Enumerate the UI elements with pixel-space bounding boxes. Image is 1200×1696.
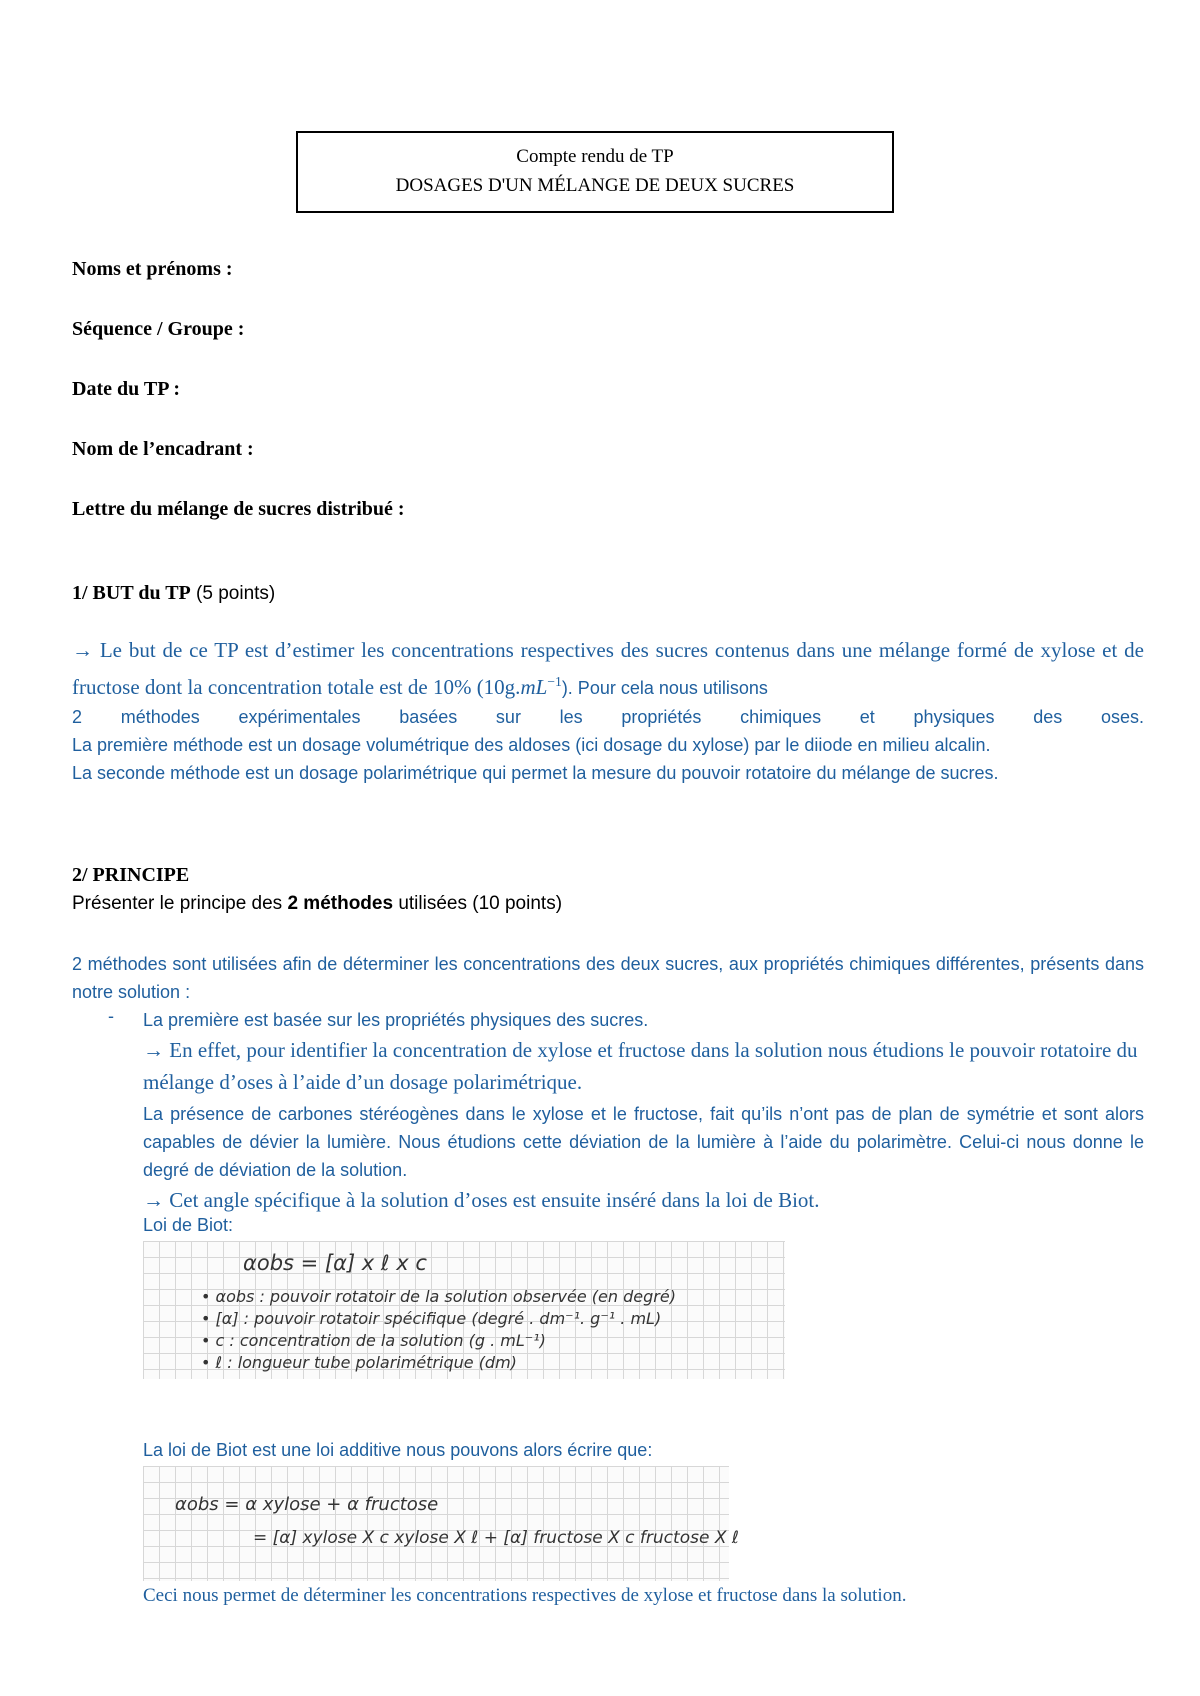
biot-formula: αobs = [α] x ℓ x c	[243, 1251, 427, 1275]
additive-handwriting-image	[143, 1466, 739, 1581]
title-line-1: Compte rendu de TP	[516, 146, 674, 167]
section-2-subtitle	[72, 893, 562, 915]
section-1-points: (5 points)	[190, 583, 276, 604]
bullet-physical: La première est basée sur les propriétés physiques des sucres.	[143, 1010, 649, 1030]
arrow-biot: → Cet angle spécifique à la solution d’oses est ensuite inséré dans la loi de Biot.	[143, 1188, 820, 1212]
goal-paragraph	[72, 634, 1144, 704]
chirality-paragraph: La présence de carbones stéréogènes dans le xylose et le fructose, fait qu’ils n’ont pas de plan de symétrie et sont alors capables de dévier la lumière. Nous étudions cette déviation de la lumière à l’aide du polarimètre. Celui-ci nous donne le degré de déviation de la solution.	[143, 1104, 1144, 1180]
conclusion-sentence: Ceci nous permet de déterminer les concentrations respectives de xylose et fructose dans la solution.	[143, 1585, 907, 1606]
additive-line-2: = [α] xylose X c xylose X ℓ + [α] fructose X c fructose X ℓ	[253, 1528, 739, 1548]
section-1-title: 1/ BUT du TP	[72, 582, 191, 604]
biot-def-concentration: • c : concentration de la solution (g . mL⁻¹)	[201, 1331, 546, 1350]
subtitle-bold: 2 méthodes	[287, 893, 394, 914]
section-1-heading	[72, 582, 275, 605]
title-line-2: DOSAGES D'UN MÉLANGE DE DEUX SUCRES	[395, 175, 795, 196]
biot-def-specific: • [α] : pouvoir rotatoir spécifique (degré . dm⁻¹. g⁻¹ . mL)	[201, 1309, 662, 1328]
biot-handwriting-image	[143, 1241, 785, 1379]
subtitle-post: utilisées (10 points)	[393, 893, 563, 914]
method-1-line: La première méthode est un dosage volumétrique des aldoses (ici dosage du xylose) par le diiode en milieu alcalin.	[72, 735, 991, 755]
field-names: Noms et prénoms :	[72, 258, 233, 280]
principle-intro: 2 méthodes sont utilisées afin de déterminer les concentrations des deux sucres, aux propriétés chimiques différentes, présents dans notre solution :	[72, 954, 1144, 1002]
goal-unit-exp: −1	[547, 674, 562, 689]
additive-sentence: La loi de Biot est une loi additive nous pouvons alors écrire que:	[143, 1440, 653, 1460]
subtitle-pre: Présenter le principe des	[72, 893, 288, 914]
goal-unit: mL	[520, 675, 548, 699]
field-date: Date du TP :	[72, 378, 180, 400]
goal-text-1: → Le but de ce TP est d’estimer les concentrations respectives des sucres contenus dans une mélange formé de xylose et de fructose dont la concentration totale est de 10% (10g.	[72, 638, 1144, 699]
field-mix-letter: Lettre du mélange de sucres distribué :	[72, 498, 405, 520]
biot-def-length: • ℓ : longueur tube polarimétrique (dm)	[201, 1353, 517, 1372]
section-2-title: 2/ PRINCIPE	[72, 864, 190, 886]
methods-line: 2 méthodes expérimentales basées sur les propriétés chimiques et physiques des oses.	[72, 707, 1144, 727]
biot-def-alpha-obs: • αobs : pouvoir rotatoir de la solution observée (en degré)	[201, 1287, 676, 1306]
method-2-line: La seconde méthode est un dosage polarimétrique qui permet la mesure du pouvoir rotatoire du mélange de sucres.	[72, 763, 999, 783]
field-supervisor: Nom de l’encadrant :	[72, 438, 254, 460]
bullet-dash: -	[108, 1006, 114, 1026]
goal-text-2: ). Pour cela nous utilisons	[561, 678, 768, 698]
arrow-polarimetry: → En effet, pour identifier la concentration de xylose et fructose dans la solution nous étudions le pouvoir rotatoire du mélange d’oses à l’aide d’un dosage polarimétrique.	[143, 1038, 1138, 1094]
title-box	[296, 131, 894, 213]
biot-label: Loi de Biot:	[143, 1215, 234, 1235]
methods-paragraph	[72, 703, 1144, 787]
field-sequence: Séquence / Groupe :	[72, 318, 245, 340]
additive-line-1: αobs = α xylose + α fructose	[175, 1494, 439, 1515]
